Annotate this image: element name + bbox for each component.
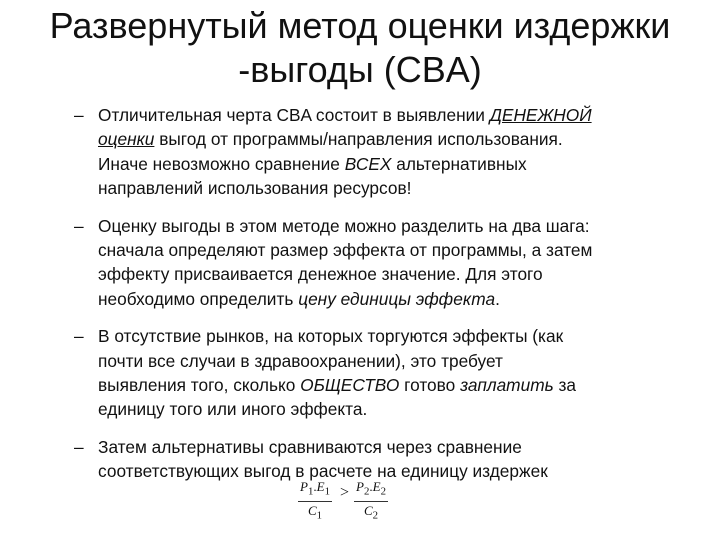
formula-symbol: C [307,502,317,518]
cost-benefit-formula [298,478,398,524]
formula-subscript: 1 [316,509,323,522]
text-fragment: выявления того, сколько [98,375,301,396]
emphasis-text: ОБЩЕСТВО [300,375,400,396]
fraction-right [354,478,388,524]
bullet-line [98,127,694,151]
formula-symbol: E [316,479,325,494]
text-fragment: готово [399,375,461,396]
formula-symbol: E [372,479,381,494]
bullet-line: направлений использования ресурсов! [98,178,412,199]
bullet-line: Оценку выгоды в этом методе можно разделить на два шага: [98,215,590,236]
formula-subscript: 1 [324,485,330,498]
emphasis-text: заплатить [460,375,554,396]
bullet-dash: – [74,105,84,125]
greater-than-sign: > [340,484,350,501]
bullet-line: почти все случаи в здравоохранении), это требует [98,350,503,371]
formula-subscript: 1 [307,485,314,498]
formula-symbol: C [363,502,373,518]
bullet-list [74,103,694,484]
bullet-line: В отсутствие рынков, на которых торгуются эффекты (как [98,326,564,347]
text-fragment: за [553,375,577,396]
fraction-left [298,478,332,524]
text-fragment: Отличительная черта CBA состоит в выявлении [98,105,490,125]
bullet-dash: – [74,436,84,457]
fraction-denominator [298,502,332,525]
emphasis-text: цену единицы эффекта [298,288,496,309]
formula-symbol: P [356,479,364,494]
bullet-line [98,287,694,311]
bullet-line: Затем альтернативы сравниваются через сравнение [98,436,522,457]
formula-symbol: . [313,479,317,494]
formula-symbol: P [300,479,308,494]
bullet-line [98,152,694,176]
bullet-item-3 [74,324,694,422]
text-fragment: Иначе невозможно сравнение [98,153,345,174]
bullet-line: единицу того или иного эффекта. [98,399,368,420]
emphasis-text: ВСЕХ [344,153,392,174]
text-fragment: . [495,288,500,309]
slide-title [0,4,720,92]
fraction-numerator [298,478,332,502]
text-fragment: альтернативных [391,153,527,174]
formula-subscript: 2 [363,485,370,498]
fraction-denominator [354,502,388,525]
bullet-dash: – [74,326,84,347]
bullet-item-2 [74,214,694,312]
formula-subscript: 2 [380,485,386,498]
formula-subscript: 2 [372,509,379,522]
bullet-dash: – [74,215,84,236]
bullet-item-4 [74,435,694,484]
text-fragment: выгод от программы/направления использования. [154,129,563,150]
emphasis-text: оценки [98,129,155,150]
bullet-line: соответствующих выгод в расчете на единицу издержек [98,461,548,482]
title-line-2: -выгоды (CBA) [238,49,482,90]
bullet-line [98,103,694,127]
bullet-item-1 [74,103,694,201]
formula-symbol: . [369,479,373,494]
bullet-line [98,373,694,397]
text-fragment: необходимо определить [98,288,299,309]
bullet-line: сначала определяют размер эффекта от программы, а затем [98,240,593,261]
fraction-numerator [354,478,388,502]
emphasis-text: ДЕНЕЖНОЙ [489,105,592,125]
bullet-line: эффекту присваивается денежное значение. Для этого [98,264,543,285]
title-line-1: Развернутый метод оценки издержки [49,5,671,46]
